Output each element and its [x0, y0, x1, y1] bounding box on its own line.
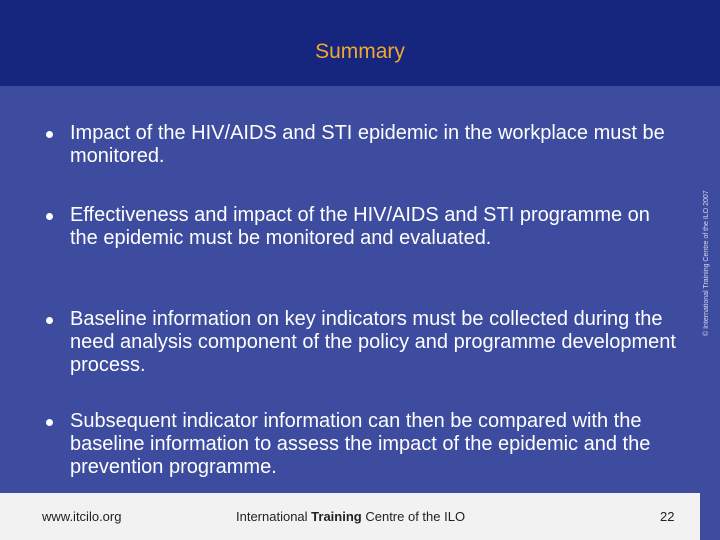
bullet-item: [46, 308, 676, 377]
footer-url[interactable]: www.itcilo.org: [42, 509, 122, 524]
bullet-item: [46, 410, 676, 479]
bullet-dot-icon: [46, 419, 53, 426]
footer-org-suffix: Centre of the ILO: [361, 509, 466, 524]
copyright-note: © International Training Centre of the ILO 2007: [703, 190, 710, 336]
bullet-item: [46, 204, 676, 250]
footer-org-bold: Training: [311, 509, 362, 524]
bullet-dot-icon: [46, 317, 53, 324]
bullet-text: Effectiveness and impact of the HIV/AIDS and STI programme on the epidemic must be monitored and evaluated.: [70, 204, 650, 249]
slide-header: [0, 0, 720, 86]
slide-title: Summary: [315, 40, 405, 63]
bullet-text: Baseline information on key indicators must be collected during the need analysis component of the policy and programme development process.: [70, 308, 676, 376]
page-number: 22: [660, 509, 675, 524]
footer-org-prefix: International: [236, 509, 312, 524]
bullet-text: Subsequent indicator information can then be compared with the baseline information to assess the impact of the epidemic and the prevention programme.: [70, 410, 651, 478]
bullet-dot-icon: [46, 131, 53, 138]
bullet-item: [46, 122, 676, 168]
bullet-dot-icon: [46, 213, 53, 220]
footer-organization: [236, 509, 465, 524]
slide-footer: [0, 493, 700, 540]
bullet-text: Impact of the HIV/AIDS and STI epidemic in the workplace must be monitored.: [70, 122, 665, 167]
